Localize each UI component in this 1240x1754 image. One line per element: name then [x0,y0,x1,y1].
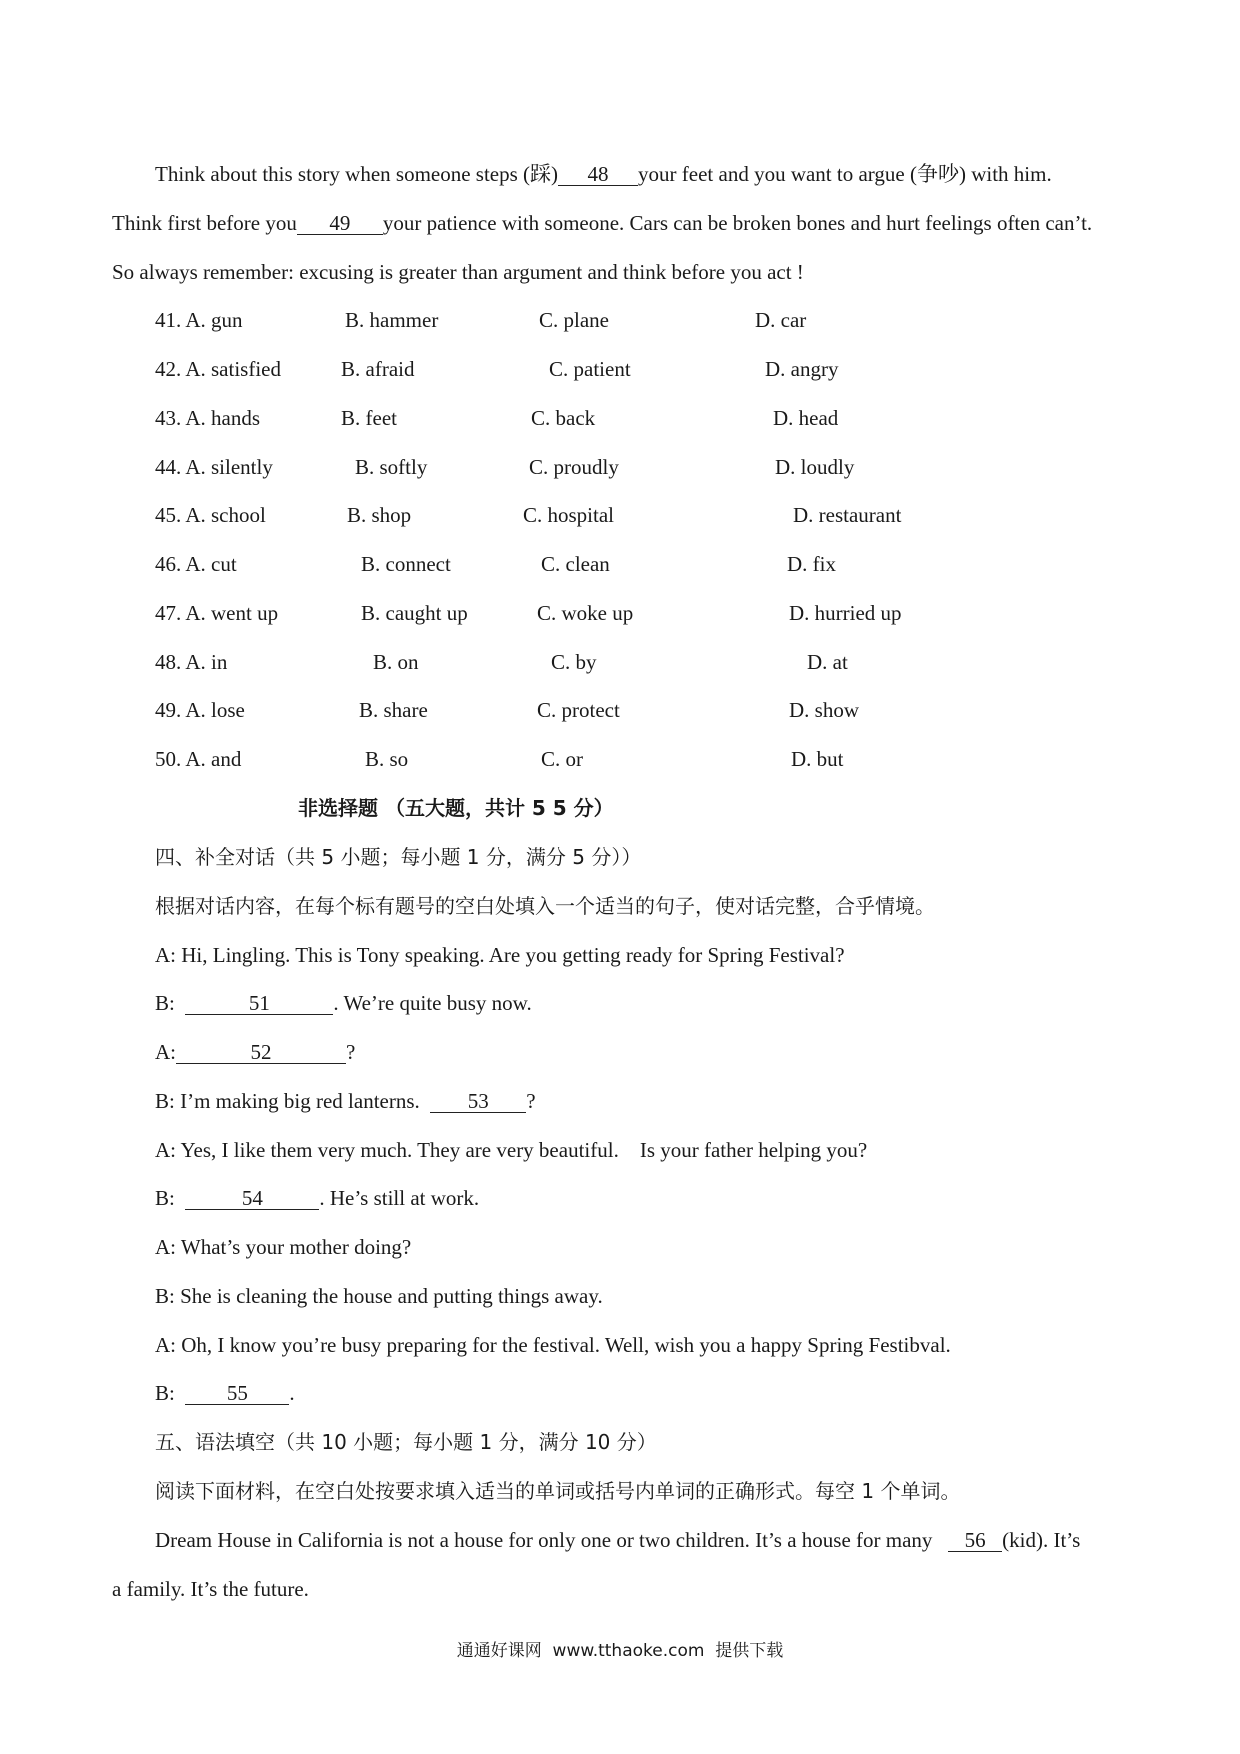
speaker-label: B: [155,1186,175,1210]
option-d[interactable]: D. restaurant [793,503,902,527]
speaker-label: B: [155,1381,175,1405]
dialogue-line-8: B: She is cleaning the house and putting things away. [155,1284,603,1308]
passage-text: Think about this story when someone steps (踩) [155,162,559,186]
option-d[interactable]: D. at [807,650,848,674]
passage-text: Dream House in California is not a house for only one or two children. It’s a house for many [155,1528,933,1552]
option-b[interactable]: B. shop [347,503,412,527]
option-row-45 [0,505,1240,529]
passage-text: your feet and you want to argue (争吵) with him. [638,162,1052,186]
option-c[interactable]: C. hospital [523,503,615,527]
grammar-passage-line-1 [155,1530,1080,1552]
option-a[interactable]: 41. A. gun [155,308,243,332]
option-c[interactable]: C. by [551,650,597,674]
dialogue-line-10 [155,1383,295,1405]
option-row-43 [0,408,1240,432]
option-d[interactable]: D. head [773,406,839,430]
dialogue-line-4 [155,1091,536,1113]
dialogue-line-3 [155,1042,355,1064]
blank-55[interactable]: 55 [185,1383,289,1405]
passage-text: (kid). It’s [1002,1528,1081,1552]
option-row-50 [0,749,1240,773]
option-row-49 [0,700,1240,724]
blank-53[interactable]: 53 [430,1091,526,1113]
passage-line-2 [112,213,1092,235]
section5-title: 五、语法填空（共 10 小题；每小题 1 分，满分 10 分） [155,1430,657,1454]
option-b[interactable]: B. afraid [341,357,415,381]
option-a[interactable]: 42. A. satisfied [155,357,281,381]
option-a[interactable]: 44. A. silently [155,455,273,479]
option-c[interactable]: C. clean [541,552,610,576]
dialogue-text: . We’re quite busy now. [333,991,532,1015]
option-a[interactable]: 43. A. hands [155,406,260,430]
section4-instruction: 根据对话内容，在每个标有题号的空白处填入一个适当的句子，使对话完整，合乎情境。 [155,894,935,918]
passage-text: So always remember: excusing is greater than argument and think before you act ! [112,260,804,284]
option-row-42 [0,359,1240,383]
section5-instruction: 阅读下面材料，在空白处按要求填入适当的单词或括号内单词的正确形式。每空 1 个单词。 [155,1479,961,1503]
dialogue-line-1: A: Hi, Lingling. This is Tony speaking. Are you getting ready for Spring Festival? [155,943,845,967]
blank-49[interactable]: 49 [297,213,383,235]
grammar-passage-line-2: a family. It’s the future. [112,1577,309,1601]
footer-source: 通通好课网 www.tthaoke.com 提供下载 [456,1641,784,1661]
option-c[interactable]: C. woke up [537,601,634,625]
dialogue-text: B: I’m making big red lanterns. [155,1089,420,1113]
option-c[interactable]: C. back [531,406,596,430]
option-a[interactable]: 49. A. lose [155,698,245,722]
option-row-44 [0,457,1240,481]
speaker-label: A: [155,1040,176,1064]
blank-56[interactable]: 56 [948,1530,1002,1552]
blank-48[interactable]: 48 [558,164,638,186]
section4-title: 四、补全对话（共 5 小题；每小题 1 分，满分 5 分）） [155,845,642,869]
option-b[interactable]: B. feet [341,406,397,430]
option-b[interactable]: B. softly [355,455,428,479]
option-d[interactable]: D. loudly [775,455,855,479]
option-a[interactable]: 47. A. went up [155,601,279,625]
dialogue-text: ? [526,1089,536,1113]
nonchoice-heading: 非选择题 （五大题，共计 5 5 分） [298,796,614,820]
passage-line-3 [112,262,804,283]
option-a[interactable]: 46. A. cut [155,552,237,576]
option-b[interactable]: B. hammer [345,308,439,332]
option-d[interactable]: D. hurried up [789,601,902,625]
passage-line-1 [155,164,1052,186]
option-row-47 [0,603,1240,627]
option-a[interactable]: 48. A. in [155,650,228,674]
dialogue-line-6 [155,1188,479,1210]
option-d[interactable]: D. fix [787,552,836,576]
option-row-46 [0,554,1240,578]
dialogue-line-9: A: Oh, I know you’re busy preparing for the festival. Well, wish you a happy Spring Festibval. [155,1333,951,1357]
option-b[interactable]: B. connect [361,552,451,576]
option-row-48 [0,652,1240,676]
option-c[interactable]: C. patient [549,357,631,381]
option-b[interactable]: B. so [365,747,409,771]
blank-54[interactable]: 54 [185,1188,319,1210]
blank-52[interactable]: 52 [176,1042,346,1064]
option-a[interactable]: 50. A. and [155,747,242,771]
option-b[interactable]: B. share [359,698,428,722]
dialogue-text: ? [346,1040,356,1064]
option-b[interactable]: B. caught up [361,601,468,625]
option-d[interactable]: D. car [755,308,807,332]
passage-text: your patience with someone. Cars can be broken bones and hurt feelings often can’t. [382,211,1093,235]
dialogue-line-5: A: Yes, I like them very much. They are very beautiful. Is your father helping you? [155,1138,868,1162]
option-b[interactable]: B. on [373,650,419,674]
option-row-41 [0,310,1240,334]
option-d[interactable]: D. show [789,698,860,722]
option-c[interactable]: C. plane [539,308,609,332]
blank-51[interactable]: 51 [185,993,333,1015]
option-c[interactable]: C. proudly [529,455,619,479]
dialogue-line-2 [155,993,532,1015]
dialogue-text: . [289,1381,295,1405]
speaker-label: B: [155,991,175,1015]
option-d[interactable]: D. angry [765,357,839,381]
passage-text: Think first before you [112,211,297,235]
option-c[interactable]: C. protect [537,698,620,722]
dialogue-line-7: A: What’s your mother doing? [155,1235,412,1259]
option-d[interactable]: D. but [791,747,844,771]
option-c[interactable]: C. or [541,747,583,771]
option-a[interactable]: 45. A. school [155,503,266,527]
dialogue-text: . He’s still at work. [319,1186,480,1210]
